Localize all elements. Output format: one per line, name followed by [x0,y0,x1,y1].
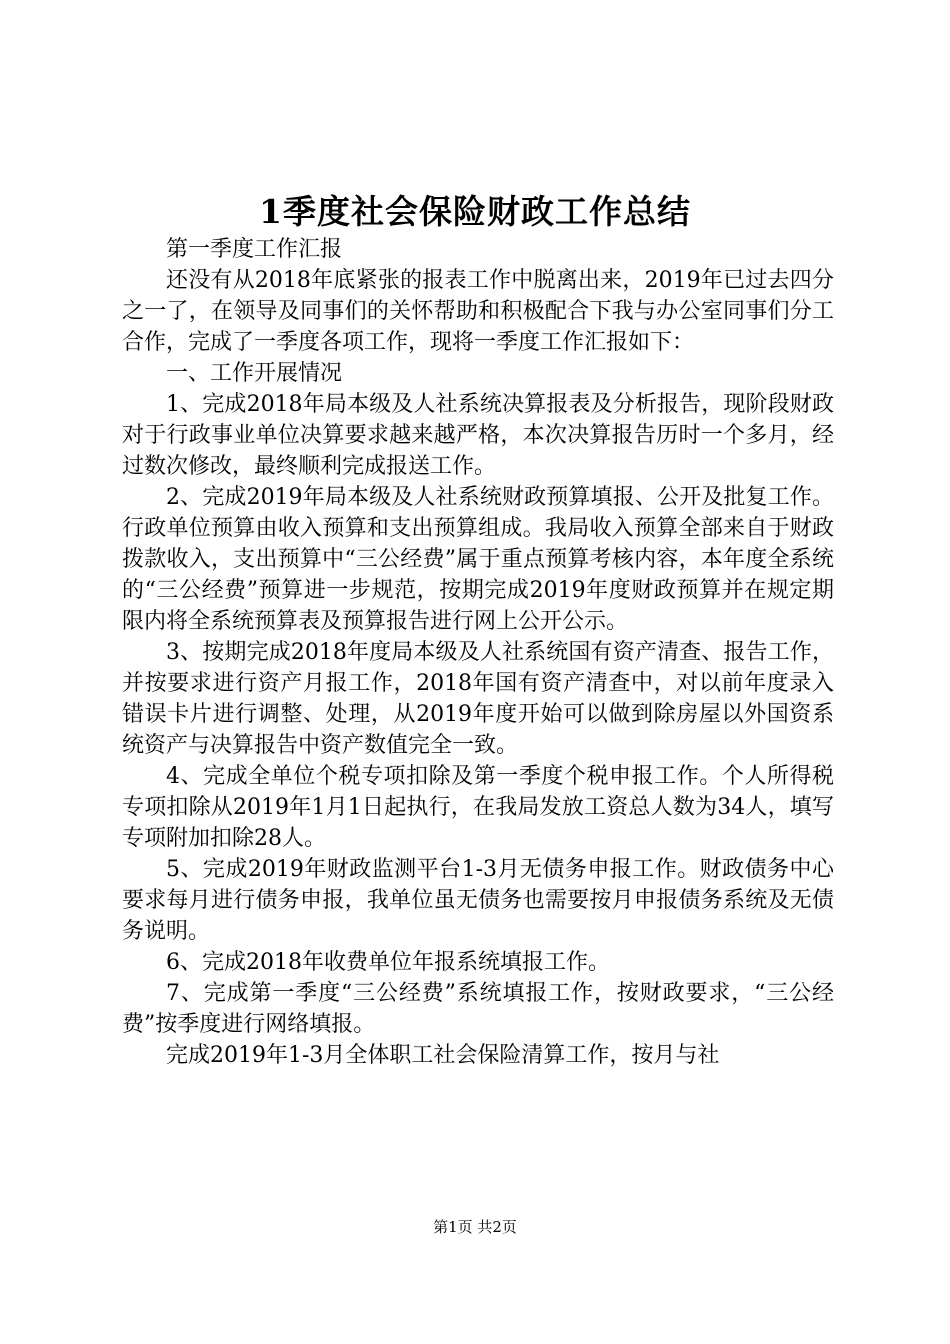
list-item: 1、完成2018年局本级及人社系统决算报表及分析报告，现阶段财政对于行政事业单位决算要求越来越严格，本次决算报告历时一个多月，经过数次修改，最终顺利完成报送工作。 [122,392,834,479]
list-item: 4、完成全单位个税专项扣除及第一季度个税申报工作。个人所得税专项扣除从2019年1月1日起执行，在我局发放工资总人数为34人，填写专项附加扣除28人。 [122,764,834,851]
list-item: 5、完成2019年财政监测平台1-3月无债务申报工作。财政债务中心要求每月进行债务申报，我单位虽无债务也需要按月申报债务系统及无债务说明。 [122,857,834,944]
list-item: 3、按期完成2018年度局本级及人社系统国有资产清查、报告工作，并按要求进行资产月报工作，2018年国有资产清查中，对以前年度录入错误卡片进行调整、处理，从2019年度开始可以做到除房屋以外国资系统资产与决算报告中资产数值完全一致。 [122,640,834,758]
document-body [122,234,834,1071]
list-item: 6、完成2018年收费单位年报系统填报工作。 [166,950,610,975]
document-title: 1季度社会保险财政工作总结 [259,192,691,231]
list-item: 2、完成2019年局本级及人社系统财政预算填报、公开及批复工作。行政单位预算由收入预算和支出预算组成。我局收入预算全部来自于财政拨款收入，支出预算中“三公经费”属于重点预算考核内容，本年度全系统的“三公经费”预算进一步规范，按期完成2019年度财政预算并在规定期限内将全系统预算表及预算报告进行网上公开公示。 [122,485,834,634]
paragraph: 完成2019年1-3月全体职工社会保险清算工作，按月与社 [166,1043,720,1068]
paragraph: 还没有从2018年底紧张的报表工作中脱离出来，2019年已过去四分之一了，在领导及同事们的关怀帮助和积极配合下我与办公室同事们分工合作，完成了一季度各项工作，现将一季度工作汇报如下： [122,268,834,355]
list-item: 7、完成第一季度“三公经费”系统填报工作，按财政要求，“三公经费”按季度进行网络填报。 [122,981,834,1037]
paragraph: 第一季度工作汇报 [166,237,343,262]
page-number: 第1页 共2页 [433,1218,517,1236]
section-heading: 一、工作开展情况 [166,361,343,386]
